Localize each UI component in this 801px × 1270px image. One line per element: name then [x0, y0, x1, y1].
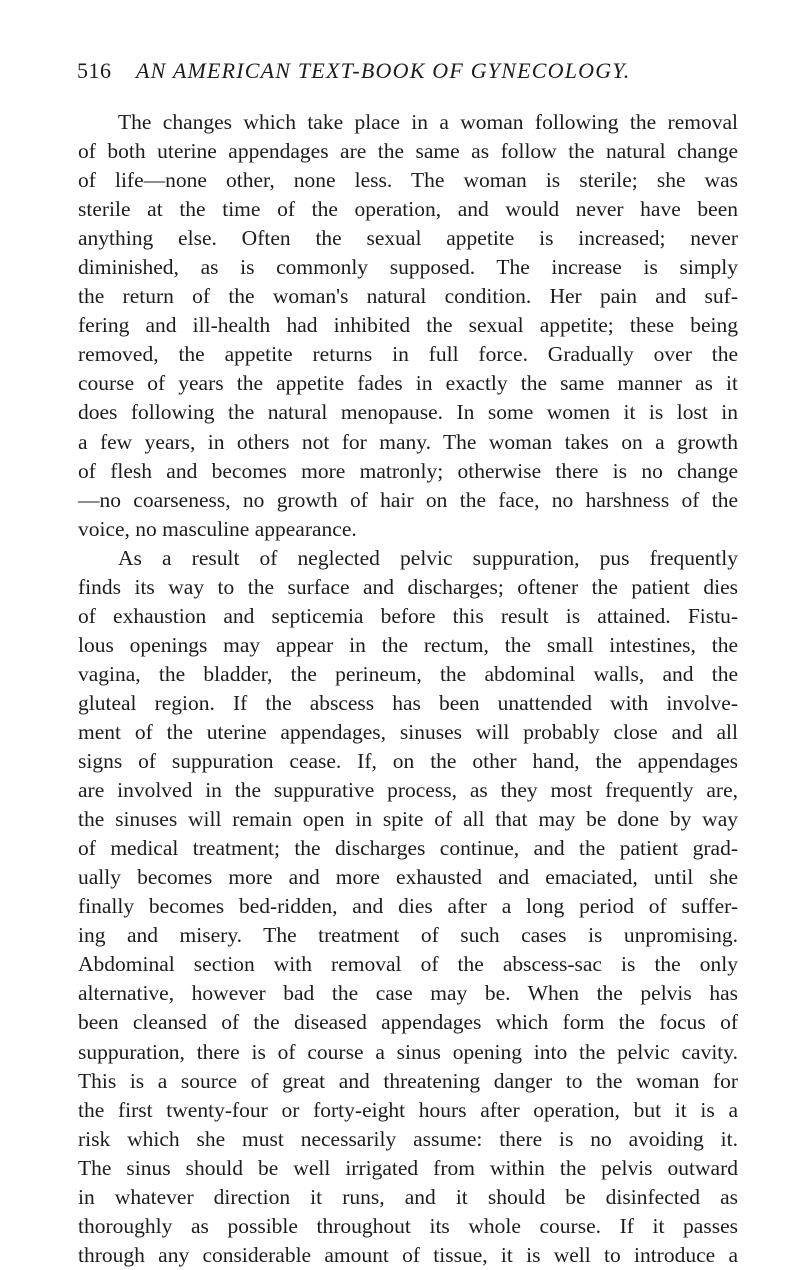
text-line: —no coarseness, no growth of hair on the face, no harshness of the — [78, 487, 738, 512]
text-line: through any considerable amount of tissue, it is well to introduce a — [78, 1242, 738, 1267]
text-line: the return of the woman's natural condition. Her pain and suf- — [78, 284, 738, 309]
text-line: in whatever direction it runs, and it should be disinfected as — [78, 1184, 738, 1209]
text-line: of exhaustion and septicemia before this result is attained. Fistu- — [78, 603, 738, 628]
text-line: the sinuses will remain open in spite of all that may be done by way — [78, 807, 738, 832]
text-line: finally becomes bed-ridden, and dies after a long period of suffer- — [78, 894, 738, 919]
text-line: finds its way to the surface and discharges; oftener the patient dies — [78, 574, 738, 599]
text-line: diminished, as is commonly supposed. The increase is simply — [78, 255, 738, 280]
text-line: of both uterine appendages are the same as follow the natural change — [78, 139, 738, 164]
text-line: a few years, in others not for many. The woman takes on a growth — [78, 429, 738, 454]
body-text — [78, 108, 738, 1270]
text-line: does following the natural menopause. In some women it is lost in — [78, 400, 738, 425]
text-line: As a result of neglected pelvic suppuration, pus frequently — [118, 545, 738, 570]
book-title: AN AMERICAN TEXT-BOOK OF GYNECOLOGY. — [136, 58, 631, 83]
text-line: thoroughly as possible throughout its whole course. If it passes — [78, 1213, 738, 1238]
text-line: alternative, however bad the case may be. When the pelvis has — [78, 981, 738, 1006]
text-line: removed, the appetite returns in full force. Gradually over the — [78, 342, 738, 367]
text-line: of medical treatment; the discharges continue, and the patient grad- — [78, 836, 738, 861]
text-line: risk which she must necessarily assume: there is no avoiding it. — [78, 1126, 738, 1151]
text-line: course of years the appetite fades in exactly the same manner as it — [78, 371, 738, 396]
text-line: Abdominal section with removal of the abscess-sac is the only — [78, 952, 738, 977]
text-line: suppuration, there is of course a sinus opening into the pelvic cavity. — [78, 1039, 738, 1064]
text-line: ment of the uterine appendages, sinuses will probably close and all — [78, 719, 738, 744]
text-line: anything else. Often the sexual appetite is increased; never — [78, 226, 738, 251]
text-line: vagina, the bladder, the perineum, the abdominal walls, and the — [78, 661, 738, 686]
text-line: The changes which take place in a woman following the removal — [118, 110, 738, 134]
text-line: the first twenty-four or forty-eight hours after operation, but it is a — [78, 1097, 738, 1122]
text-line: fering and ill-health had inhibited the sexual appetite; these being — [78, 313, 738, 338]
text-line: ing and misery. The treatment of such cases is unpromising. — [78, 923, 738, 948]
text-line: This is a source of great and threatening danger to the woman for — [78, 1068, 738, 1093]
text-line: been cleansed of the diseased appendages which form the focus of — [78, 1010, 738, 1035]
text-line: ually becomes more and more exhausted and emaciated, until she — [78, 865, 738, 890]
text-line: The sinus should be well irrigated from within the pelvis outward — [78, 1155, 738, 1180]
running-head — [77, 56, 717, 86]
text-line: are involved in the suppurative process, as they most frequently are, — [78, 778, 738, 803]
text-line: lous openings may appear in the rectum, the small intestines, the — [78, 632, 738, 657]
text-line: of life—none other, none less. The woman is sterile; she was — [78, 168, 738, 193]
page-number: 516 — [77, 58, 112, 83]
text-line: gluteal region. If the abscess has been unattended with involve- — [78, 690, 738, 715]
text-line: sterile at the time of the operation, and would never have been — [78, 197, 738, 222]
text-line: of flesh and becomes more matronly; otherwise there is no change — [78, 458, 738, 483]
text-line: signs of suppuration cease. If, on the other hand, the appendages — [78, 749, 738, 774]
text-line: voice, no masculine appearance. — [78, 516, 357, 541]
